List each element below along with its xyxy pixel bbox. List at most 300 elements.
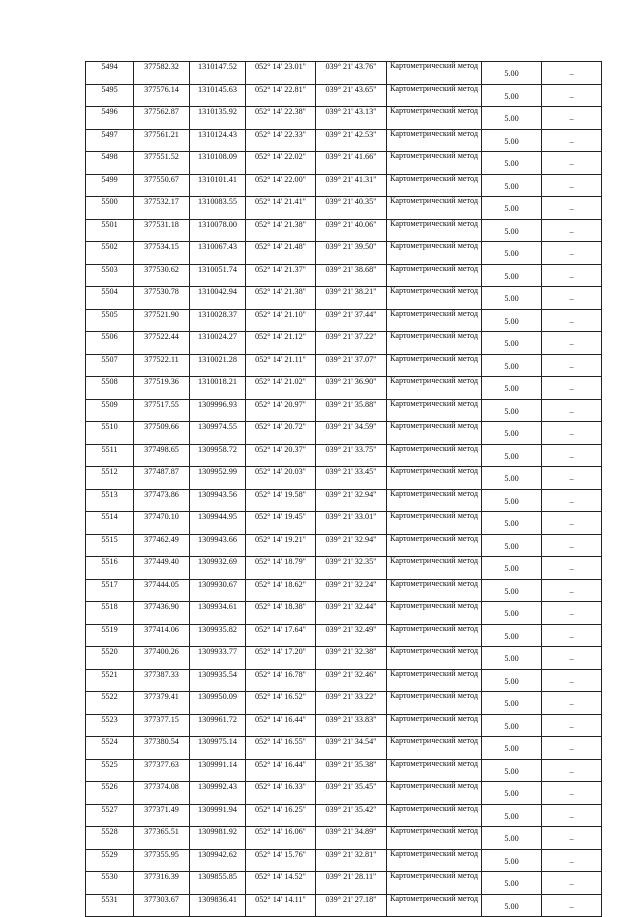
note-cell: –	[542, 714, 602, 737]
accuracy-cell: 5.00	[482, 84, 542, 107]
note-cell: –	[542, 872, 602, 895]
point-number-cell: 5504	[86, 287, 134, 310]
note-cell: –	[542, 309, 602, 332]
table-row	[86, 692, 602, 715]
note-cell: –	[542, 354, 602, 377]
accuracy-cell: 5.00	[482, 309, 542, 332]
accuracy-cell: 5.00	[482, 602, 542, 625]
point-number-cell: 5505	[86, 309, 134, 332]
table-row	[86, 512, 602, 535]
note-cell: –	[542, 894, 602, 917]
latitude-cell: 052° 14' 23.01"	[246, 62, 316, 85]
method-cell: Картометрический метод	[387, 152, 482, 175]
longitude-cell: 039° 21' 32.46"	[316, 669, 387, 692]
note-cell: –	[542, 264, 602, 287]
method-cell: Картометрический метод	[387, 309, 482, 332]
x-coordinate-cell: 377521.90	[134, 309, 190, 332]
longitude-cell: 039° 21' 34.54"	[316, 737, 387, 760]
latitude-cell: 052° 14' 19.21"	[246, 534, 316, 557]
table-row	[86, 759, 602, 782]
latitude-cell: 052° 14' 16.06"	[246, 827, 316, 850]
latitude-cell: 052° 14' 21.02"	[246, 377, 316, 400]
latitude-cell: 052° 14' 18.38"	[246, 602, 316, 625]
accuracy-cell: 5.00	[482, 669, 542, 692]
y-coordinate-cell: 1310051.74	[190, 264, 246, 287]
x-coordinate-cell: 377355.95	[134, 849, 190, 872]
x-coordinate-cell: 377303.67	[134, 894, 190, 917]
accuracy-cell: 5.00	[482, 197, 542, 220]
note-cell: –	[542, 849, 602, 872]
method-cell: Картометрический метод	[387, 174, 482, 197]
note-cell: –	[542, 332, 602, 355]
method-cell: Картометрический метод	[387, 354, 482, 377]
accuracy-cell: 5.00	[482, 647, 542, 670]
y-coordinate-cell: 1310135.92	[190, 107, 246, 130]
accuracy-cell: 5.00	[482, 579, 542, 602]
point-number-cell: 5529	[86, 849, 134, 872]
table-row	[86, 579, 602, 602]
point-number-cell: 5519	[86, 624, 134, 647]
method-cell: Картометрический метод	[387, 557, 482, 580]
latitude-cell: 052° 14' 22.38"	[246, 107, 316, 130]
note-cell: –	[542, 602, 602, 625]
longitude-cell: 039° 21' 33.22"	[316, 692, 387, 715]
note-cell: –	[542, 669, 602, 692]
y-coordinate-cell: 1310147.52	[190, 62, 246, 85]
point-number-cell: 5494	[86, 62, 134, 85]
latitude-cell: 052° 14' 16.55"	[246, 737, 316, 760]
accuracy-cell: 5.00	[482, 489, 542, 512]
accuracy-cell: 5.00	[482, 624, 542, 647]
x-coordinate-cell: 377498.65	[134, 444, 190, 467]
longitude-cell: 039° 21' 39.50"	[316, 242, 387, 265]
table-row	[86, 264, 602, 287]
longitude-cell: 039° 21' 33.75"	[316, 444, 387, 467]
note-cell: –	[542, 399, 602, 422]
x-coordinate-cell: 377371.49	[134, 804, 190, 827]
point-number-cell: 5525	[86, 759, 134, 782]
y-coordinate-cell: 1309934.61	[190, 602, 246, 625]
point-number-cell: 5517	[86, 579, 134, 602]
latitude-cell: 052° 14' 22.00"	[246, 174, 316, 197]
x-coordinate-cell: 377531.18	[134, 219, 190, 242]
latitude-cell: 052° 14' 18.62"	[246, 579, 316, 602]
table-row	[86, 444, 602, 467]
longitude-cell: 039° 21' 43.65"	[316, 84, 387, 107]
x-coordinate-cell: 377562.87	[134, 107, 190, 130]
point-number-cell: 5522	[86, 692, 134, 715]
accuracy-cell: 5.00	[482, 62, 542, 85]
accuracy-cell: 5.00	[482, 534, 542, 557]
latitude-cell: 052° 14' 21.37"	[246, 264, 316, 287]
latitude-cell: 052° 14' 22.02"	[246, 152, 316, 175]
longitude-cell: 039° 21' 38.68"	[316, 264, 387, 287]
table-row	[86, 737, 602, 760]
table-row	[86, 174, 602, 197]
method-cell: Картометрический метод	[387, 624, 482, 647]
x-coordinate-cell: 377387.33	[134, 669, 190, 692]
method-cell: Картометрический метод	[387, 759, 482, 782]
y-coordinate-cell: 1309958.72	[190, 444, 246, 467]
accuracy-cell: 5.00	[482, 152, 542, 175]
method-cell: Картометрический метод	[387, 84, 482, 107]
accuracy-cell: 5.00	[482, 894, 542, 917]
note-cell: –	[542, 107, 602, 130]
y-coordinate-cell: 1309943.56	[190, 489, 246, 512]
point-number-cell: 5511	[86, 444, 134, 467]
accuracy-cell: 5.00	[482, 264, 542, 287]
point-number-cell: 5501	[86, 219, 134, 242]
accuracy-cell: 5.00	[482, 377, 542, 400]
note-cell: –	[542, 197, 602, 220]
table-row	[86, 399, 602, 422]
table-row	[86, 309, 602, 332]
longitude-cell: 039° 21' 43.13"	[316, 107, 387, 130]
point-number-cell: 5521	[86, 669, 134, 692]
longitude-cell: 039° 21' 40.06"	[316, 219, 387, 242]
accuracy-cell: 5.00	[482, 219, 542, 242]
longitude-cell: 039° 21' 38.21"	[316, 287, 387, 310]
method-cell: Картометрический метод	[387, 264, 482, 287]
method-cell: Картометрический метод	[387, 692, 482, 715]
longitude-cell: 039° 21' 32.94"	[316, 534, 387, 557]
method-cell: Картометрический метод	[387, 467, 482, 490]
longitude-cell: 039° 21' 43.76"	[316, 62, 387, 85]
method-cell: Картометрический метод	[387, 197, 482, 220]
note-cell: –	[542, 467, 602, 490]
point-number-cell: 5515	[86, 534, 134, 557]
note-cell: –	[542, 242, 602, 265]
method-cell: Картометрический метод	[387, 827, 482, 850]
x-coordinate-cell: 377509.66	[134, 422, 190, 445]
coordinates-table	[85, 61, 602, 917]
x-coordinate-cell: 377522.44	[134, 332, 190, 355]
note-cell: –	[542, 422, 602, 445]
coordinates-table-body	[86, 62, 602, 917]
accuracy-cell: 5.00	[482, 354, 542, 377]
x-coordinate-cell: 377519.36	[134, 377, 190, 400]
note-cell: –	[542, 62, 602, 85]
latitude-cell: 052° 14' 20.37"	[246, 444, 316, 467]
y-coordinate-cell: 1310042.94	[190, 287, 246, 310]
point-number-cell: 5499	[86, 174, 134, 197]
table-row	[86, 377, 602, 400]
table-row	[86, 782, 602, 805]
table-row	[86, 827, 602, 850]
latitude-cell: 052° 14' 20.97"	[246, 399, 316, 422]
y-coordinate-cell: 1310083.55	[190, 197, 246, 220]
longitude-cell: 039° 21' 33.83"	[316, 714, 387, 737]
note-cell: –	[542, 557, 602, 580]
latitude-cell: 052° 14' 15.76"	[246, 849, 316, 872]
table-row	[86, 84, 602, 107]
latitude-cell: 052° 14' 18.79"	[246, 557, 316, 580]
accuracy-cell: 5.00	[482, 107, 542, 130]
point-number-cell: 5508	[86, 377, 134, 400]
y-coordinate-cell: 1309855.85	[190, 872, 246, 895]
longitude-cell: 039° 21' 32.35"	[316, 557, 387, 580]
y-coordinate-cell: 1309935.82	[190, 624, 246, 647]
accuracy-cell: 5.00	[482, 129, 542, 152]
table-row	[86, 534, 602, 557]
point-number-cell: 5496	[86, 107, 134, 130]
table-row	[86, 872, 602, 895]
x-coordinate-cell: 377316.39	[134, 872, 190, 895]
accuracy-cell: 5.00	[482, 332, 542, 355]
longitude-cell: 039° 21' 40.35"	[316, 197, 387, 220]
table-row	[86, 219, 602, 242]
note-cell: –	[542, 579, 602, 602]
longitude-cell: 039° 21' 32.81"	[316, 849, 387, 872]
y-coordinate-cell: 1309961.72	[190, 714, 246, 737]
longitude-cell: 039° 21' 41.31"	[316, 174, 387, 197]
table-row	[86, 602, 602, 625]
method-cell: Картометрический метод	[387, 737, 482, 760]
point-number-cell: 5524	[86, 737, 134, 760]
method-cell: Картометрический метод	[387, 647, 482, 670]
x-coordinate-cell: 377462.49	[134, 534, 190, 557]
longitude-cell: 039° 21' 42.53"	[316, 129, 387, 152]
x-coordinate-cell: 377377.63	[134, 759, 190, 782]
method-cell: Картометрический метод	[387, 602, 482, 625]
x-coordinate-cell: 377551.52	[134, 152, 190, 175]
note-cell: –	[542, 737, 602, 760]
table-row	[86, 107, 602, 130]
point-number-cell: 5509	[86, 399, 134, 422]
method-cell: Картометрический метод	[387, 129, 482, 152]
y-coordinate-cell: 1309952.99	[190, 467, 246, 490]
accuracy-cell: 5.00	[482, 557, 542, 580]
note-cell: –	[542, 219, 602, 242]
note-cell: –	[542, 782, 602, 805]
y-coordinate-cell: 1309992.43	[190, 782, 246, 805]
x-coordinate-cell: 377379.41	[134, 692, 190, 715]
note-cell: –	[542, 804, 602, 827]
note-cell: –	[542, 174, 602, 197]
latitude-cell: 052° 14' 21.41"	[246, 197, 316, 220]
longitude-cell: 039° 21' 34.59"	[316, 422, 387, 445]
note-cell: –	[542, 692, 602, 715]
point-number-cell: 5527	[86, 804, 134, 827]
table-row	[86, 804, 602, 827]
point-number-cell: 5500	[86, 197, 134, 220]
y-coordinate-cell: 1310028.37	[190, 309, 246, 332]
latitude-cell: 052° 14' 21.12"	[246, 332, 316, 355]
method-cell: Картометрический метод	[387, 242, 482, 265]
accuracy-cell: 5.00	[482, 399, 542, 422]
y-coordinate-cell: 1309996.93	[190, 399, 246, 422]
table-row	[86, 287, 602, 310]
accuracy-cell: 5.00	[482, 512, 542, 535]
point-number-cell: 5516	[86, 557, 134, 580]
point-number-cell: 5526	[86, 782, 134, 805]
x-coordinate-cell: 377365.51	[134, 827, 190, 850]
note-cell: –	[542, 84, 602, 107]
method-cell: Картометрический метод	[387, 512, 482, 535]
method-cell: Картометрический метод	[387, 534, 482, 557]
y-coordinate-cell: 1309944.95	[190, 512, 246, 535]
latitude-cell: 052° 14' 17.20"	[246, 647, 316, 670]
table-row	[86, 489, 602, 512]
latitude-cell: 052° 14' 19.45"	[246, 512, 316, 535]
note-cell: –	[542, 534, 602, 557]
point-number-cell: 5502	[86, 242, 134, 265]
latitude-cell: 052° 14' 20.72"	[246, 422, 316, 445]
accuracy-cell: 5.00	[482, 759, 542, 782]
latitude-cell: 052° 14' 16.52"	[246, 692, 316, 715]
y-coordinate-cell: 1309974.55	[190, 422, 246, 445]
latitude-cell: 052° 14' 16.44"	[246, 759, 316, 782]
method-cell: Картометрический метод	[387, 849, 482, 872]
table-row	[86, 332, 602, 355]
table-row	[86, 714, 602, 737]
table-row	[86, 557, 602, 580]
method-cell: Картометрический метод	[387, 422, 482, 445]
accuracy-cell: 5.00	[482, 287, 542, 310]
longitude-cell: 039° 21' 36.90"	[316, 377, 387, 400]
method-cell: Картометрический метод	[387, 399, 482, 422]
longitude-cell: 039° 21' 35.45"	[316, 782, 387, 805]
y-coordinate-cell: 1309943.66	[190, 534, 246, 557]
method-cell: Картометрический метод	[387, 872, 482, 895]
accuracy-cell: 5.00	[482, 849, 542, 872]
x-coordinate-cell: 377550.67	[134, 174, 190, 197]
x-coordinate-cell: 377534.15	[134, 242, 190, 265]
accuracy-cell: 5.00	[482, 422, 542, 445]
table-row	[86, 62, 602, 85]
longitude-cell: 039° 21' 32.94"	[316, 489, 387, 512]
accuracy-cell: 5.00	[482, 242, 542, 265]
accuracy-cell: 5.00	[482, 804, 542, 827]
latitude-cell: 052° 14' 16.25"	[246, 804, 316, 827]
longitude-cell: 039° 21' 32.44"	[316, 602, 387, 625]
x-coordinate-cell: 377449.40	[134, 557, 190, 580]
method-cell: Картометрический метод	[387, 804, 482, 827]
longitude-cell: 039° 21' 32.24"	[316, 579, 387, 602]
note-cell: –	[542, 624, 602, 647]
y-coordinate-cell: 1309991.94	[190, 804, 246, 827]
longitude-cell: 039° 21' 33.45"	[316, 467, 387, 490]
note-cell: –	[542, 827, 602, 850]
note-cell: –	[542, 152, 602, 175]
method-cell: Картометрический метод	[387, 444, 482, 467]
note-cell: –	[542, 512, 602, 535]
accuracy-cell: 5.00	[482, 872, 542, 895]
table-row	[86, 849, 602, 872]
x-coordinate-cell: 377530.78	[134, 287, 190, 310]
y-coordinate-cell: 1309950.09	[190, 692, 246, 715]
x-coordinate-cell: 377436.90	[134, 602, 190, 625]
method-cell: Картометрический метод	[387, 894, 482, 917]
x-coordinate-cell: 377582.32	[134, 62, 190, 85]
longitude-cell: 039° 21' 41.66"	[316, 152, 387, 175]
point-number-cell: 5518	[86, 602, 134, 625]
latitude-cell: 052° 14' 20.03"	[246, 467, 316, 490]
longitude-cell: 039° 21' 33.01"	[316, 512, 387, 535]
point-number-cell: 5520	[86, 647, 134, 670]
y-coordinate-cell: 1310078.00	[190, 219, 246, 242]
latitude-cell: 052° 14' 21.48"	[246, 242, 316, 265]
longitude-cell: 039° 21' 28.11"	[316, 872, 387, 895]
x-coordinate-cell: 377532.17	[134, 197, 190, 220]
method-cell: Картометрический метод	[387, 332, 482, 355]
x-coordinate-cell: 377473.86	[134, 489, 190, 512]
latitude-cell: 052° 14' 17.64"	[246, 624, 316, 647]
longitude-cell: 039° 21' 32.38"	[316, 647, 387, 670]
y-coordinate-cell: 1310018.21	[190, 377, 246, 400]
note-cell: –	[542, 647, 602, 670]
y-coordinate-cell: 1309935.54	[190, 669, 246, 692]
latitude-cell: 052° 14' 21.11"	[246, 354, 316, 377]
method-cell: Картометрический метод	[387, 714, 482, 737]
accuracy-cell: 5.00	[482, 782, 542, 805]
latitude-cell: 052° 14' 21.10"	[246, 309, 316, 332]
latitude-cell: 052° 14' 16.78"	[246, 669, 316, 692]
latitude-cell: 052° 14' 16.33"	[246, 782, 316, 805]
x-coordinate-cell: 377380.54	[134, 737, 190, 760]
method-cell: Картометрический метод	[387, 782, 482, 805]
longitude-cell: 039° 21' 37.07"	[316, 354, 387, 377]
y-coordinate-cell: 1309933.77	[190, 647, 246, 670]
point-number-cell: 5513	[86, 489, 134, 512]
latitude-cell: 052° 14' 19.58"	[246, 489, 316, 512]
point-number-cell: 5523	[86, 714, 134, 737]
point-number-cell: 5514	[86, 512, 134, 535]
method-cell: Картометрический метод	[387, 107, 482, 130]
y-coordinate-cell: 1310108.09	[190, 152, 246, 175]
y-coordinate-cell: 1310067.43	[190, 242, 246, 265]
longitude-cell: 039° 21' 32.49"	[316, 624, 387, 647]
y-coordinate-cell: 1309932.69	[190, 557, 246, 580]
point-number-cell: 5507	[86, 354, 134, 377]
method-cell: Картометрический метод	[387, 62, 482, 85]
point-number-cell: 5528	[86, 827, 134, 850]
x-coordinate-cell: 377374.08	[134, 782, 190, 805]
accuracy-cell: 5.00	[482, 827, 542, 850]
longitude-cell: 039° 21' 37.44"	[316, 309, 387, 332]
longitude-cell: 039° 21' 35.88"	[316, 399, 387, 422]
point-number-cell: 5510	[86, 422, 134, 445]
method-cell: Картометрический метод	[387, 377, 482, 400]
method-cell: Картометрический метод	[387, 287, 482, 310]
y-coordinate-cell: 1310124.43	[190, 129, 246, 152]
latitude-cell: 052° 14' 21.38"	[246, 287, 316, 310]
longitude-cell: 039° 21' 34.89"	[316, 827, 387, 850]
y-coordinate-cell: 1309930.67	[190, 579, 246, 602]
x-coordinate-cell: 377530.62	[134, 264, 190, 287]
point-number-cell: 5506	[86, 332, 134, 355]
note-cell: –	[542, 129, 602, 152]
table-row	[86, 422, 602, 445]
note-cell: –	[542, 377, 602, 400]
y-coordinate-cell: 1310024.27	[190, 332, 246, 355]
x-coordinate-cell: 377522.11	[134, 354, 190, 377]
latitude-cell: 052° 14' 22.81"	[246, 84, 316, 107]
note-cell: –	[542, 444, 602, 467]
y-coordinate-cell: 1309981.92	[190, 827, 246, 850]
y-coordinate-cell: 1309942.62	[190, 849, 246, 872]
x-coordinate-cell: 377470.10	[134, 512, 190, 535]
note-cell: –	[542, 287, 602, 310]
point-number-cell: 5498	[86, 152, 134, 175]
x-coordinate-cell: 377576.14	[134, 84, 190, 107]
point-number-cell: 5495	[86, 84, 134, 107]
accuracy-cell: 5.00	[482, 737, 542, 760]
accuracy-cell: 5.00	[482, 174, 542, 197]
y-coordinate-cell: 1309991.14	[190, 759, 246, 782]
latitude-cell: 052° 14' 14.52"	[246, 872, 316, 895]
latitude-cell: 052° 14' 21.38"	[246, 219, 316, 242]
